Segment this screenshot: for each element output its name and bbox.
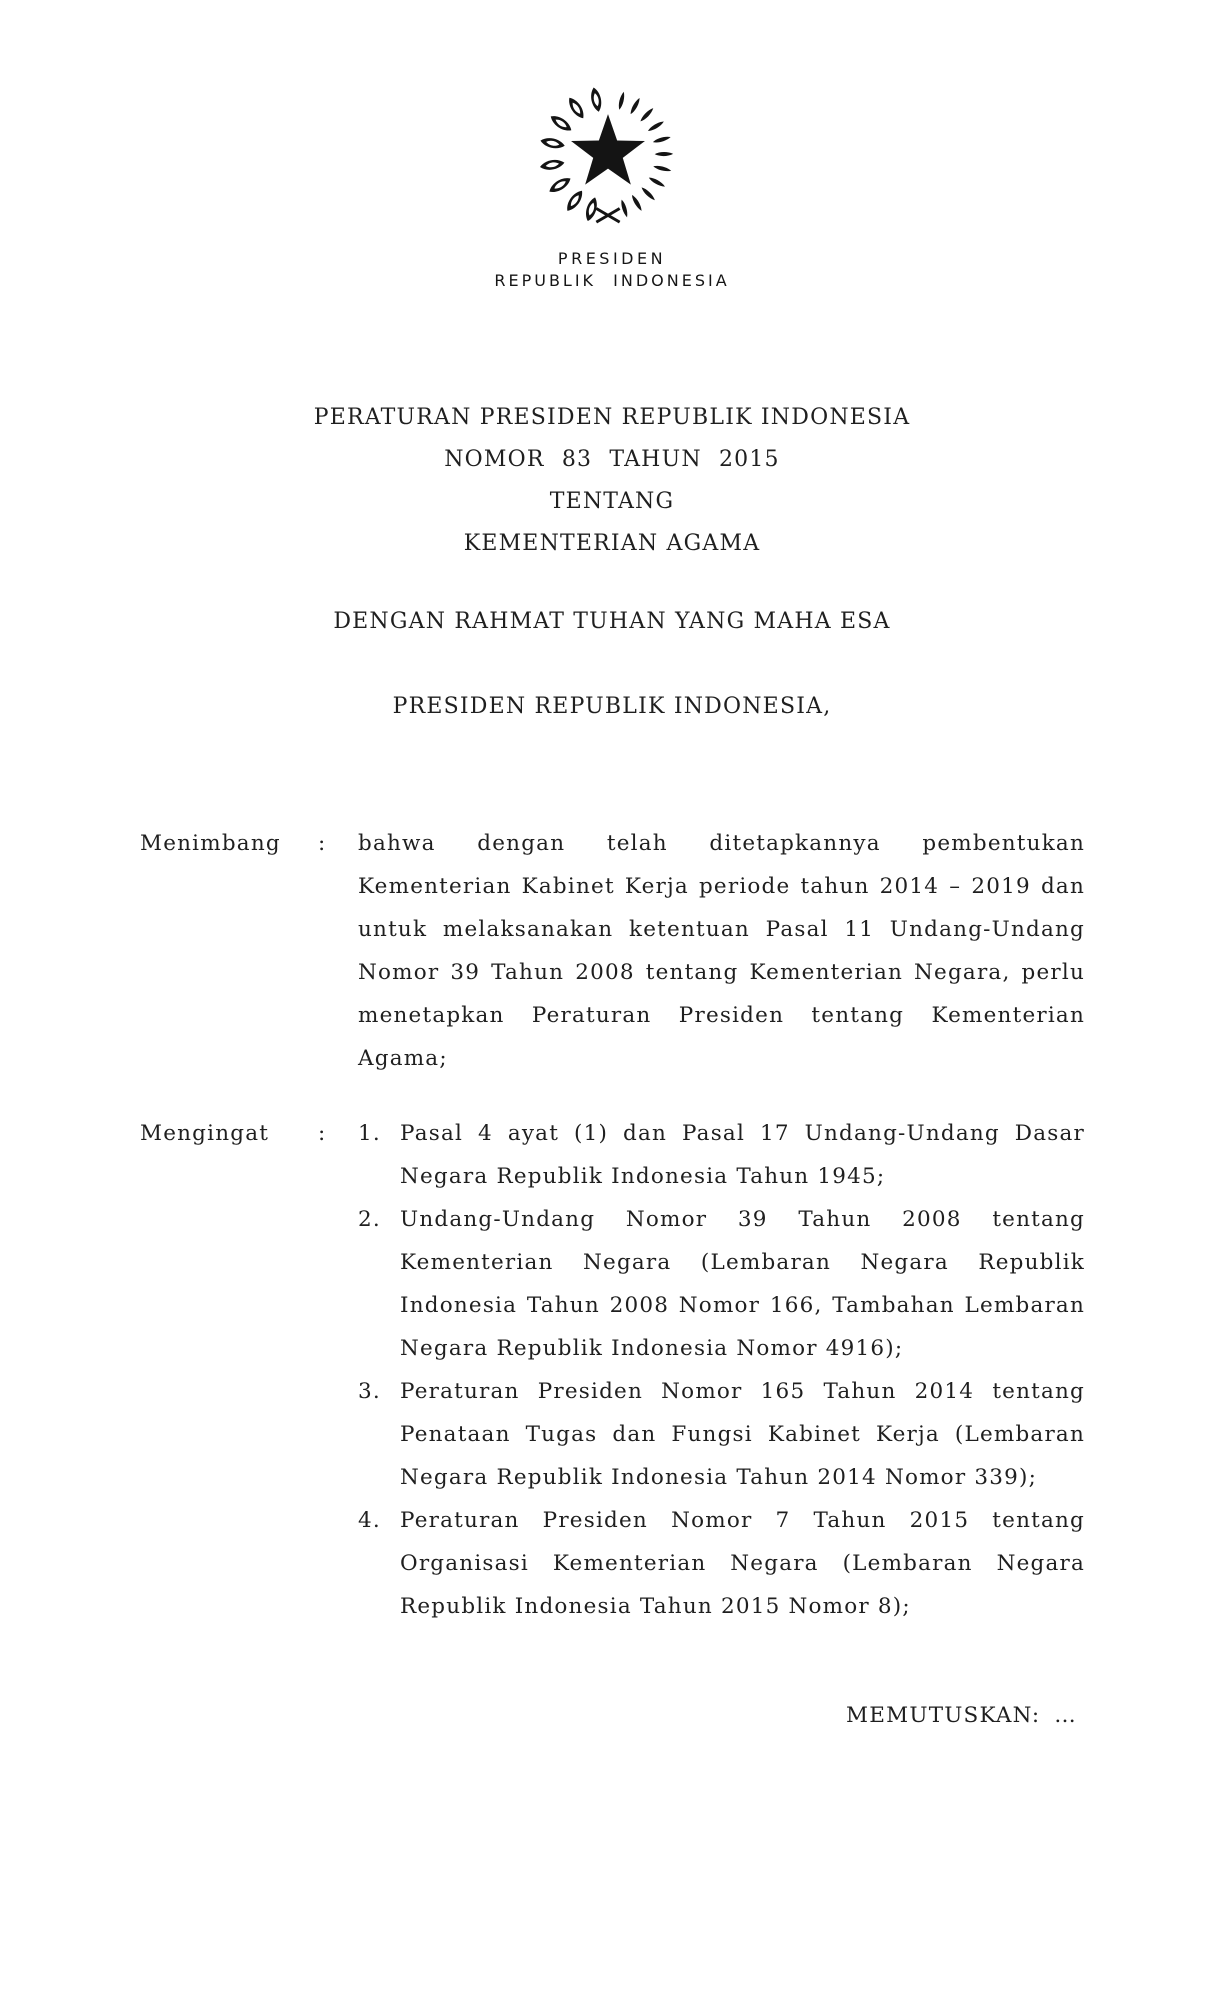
text-line: Agama; (358, 1046, 448, 1071)
title-line-peraturan: PERATURAN PRESIDEN REPUBLIK INDONESIA (313, 405, 911, 430)
text-line: Republik Indonesia Tahun 2015 Nomor 8); (400, 1594, 911, 1619)
text-line: Kementerian Kabinet Kerja periode tahun 2014 – 2019 dan (358, 874, 1085, 899)
list-item-1 (358, 1112, 1085, 1198)
text-line: Undang-Undang Nomor 39 Tahun 2008 tentang (400, 1207, 1085, 1232)
menimbang-colon: : (318, 831, 327, 856)
text-line: Peraturan Presiden Nomor 7 Tahun 2015 tentang (400, 1508, 1085, 1533)
letterhead-presiden: PRESIDEN (557, 249, 667, 268)
text-line: Kementerian Negara (Lembaran Negara Republik (400, 1250, 1085, 1275)
list-item-3 (358, 1370, 1085, 1499)
invocation-line: DENGAN RAHMAT TUHAN YANG MAHA ESA (333, 609, 891, 634)
item-text (400, 1370, 1085, 1499)
menimbang-clause (140, 822, 1085, 1080)
text-line: untuk melaksanakan ketentuan Pasal 11 Undang-Undang (358, 917, 1085, 942)
text-line: Indonesia Tahun 2008 Nomor 166, Tambahan Lembaran (400, 1293, 1085, 1318)
text-line: Negara Republik Indonesia Tahun 1945; (400, 1164, 886, 1189)
preamble-clauses (140, 822, 1085, 1628)
title-line-nomor: NOMOR 83 TAHUN 2015 (444, 447, 780, 472)
letterhead-republik-indonesia: REPUBLIK INDONESIA (494, 271, 730, 290)
text-line: menetapkan Peraturan Presiden tentang Kementerian (358, 1003, 1085, 1028)
item-text (400, 1198, 1085, 1370)
list-item-2 (358, 1198, 1085, 1370)
menimbang-text (358, 822, 1085, 1080)
mengingat-label: Mengingat (140, 1121, 270, 1146)
text-line: Penataan Tugas dan Fungsi Kabinet Kerja (Lembaran (400, 1422, 1085, 1447)
crossed-stems (596, 208, 619, 222)
item-number: 2. (358, 1207, 381, 1232)
text-line: Pasal 4 ayat (1) dan Pasal 17 Undang-Undang Dasar (400, 1121, 1085, 1146)
star-wreath-emblem-svg (535, 84, 681, 226)
item-number: 4. (358, 1508, 381, 1533)
title-line-subject: KEMENTERIAN AGAMA (463, 531, 761, 556)
item-number: 1. (358, 1121, 381, 1146)
mengingat-list (358, 1112, 1085, 1628)
text-line: Peraturan Presiden Nomor 165 Tahun 2014 tentang (400, 1379, 1085, 1404)
item-number: 3. (358, 1379, 381, 1404)
memutuskan-line (140, 1694, 1085, 1737)
item-text (400, 1499, 1085, 1628)
text-line: Nomor 39 Tahun 2008 tentang Kementerian Negara, perlu (358, 960, 1085, 985)
text-line: Negara Republik Indonesia Nomor 4916); (400, 1336, 904, 1361)
star-icon (571, 114, 645, 184)
letterhead (0, 249, 1224, 290)
list-item-4 (358, 1499, 1085, 1628)
issuer-line: PRESIDEN REPUBLIK INDONESIA, (392, 694, 832, 719)
presidential-emblem (535, 84, 681, 226)
memutuskan-ellipsis: … (1054, 1703, 1077, 1728)
text-line: bahwa dengan telah ditetapkannya pembentukan (358, 831, 1085, 856)
memutuskan-word: MEMUTUSKAN: (846, 1703, 1041, 1728)
title-line-tentang: TENTANG (549, 489, 675, 514)
document-title-block (0, 397, 1224, 565)
text-line: Organisasi Kementerian Negara (Lembaran Negara (400, 1551, 1085, 1576)
mengingat-clause (140, 1112, 1085, 1628)
mengingat-colon: : (318, 1121, 327, 1146)
menimbang-label: Menimbang (140, 831, 281, 856)
text-line: Negara Republik Indonesia Tahun 2014 Nomor 339); (400, 1465, 1038, 1490)
item-text (400, 1112, 1085, 1198)
